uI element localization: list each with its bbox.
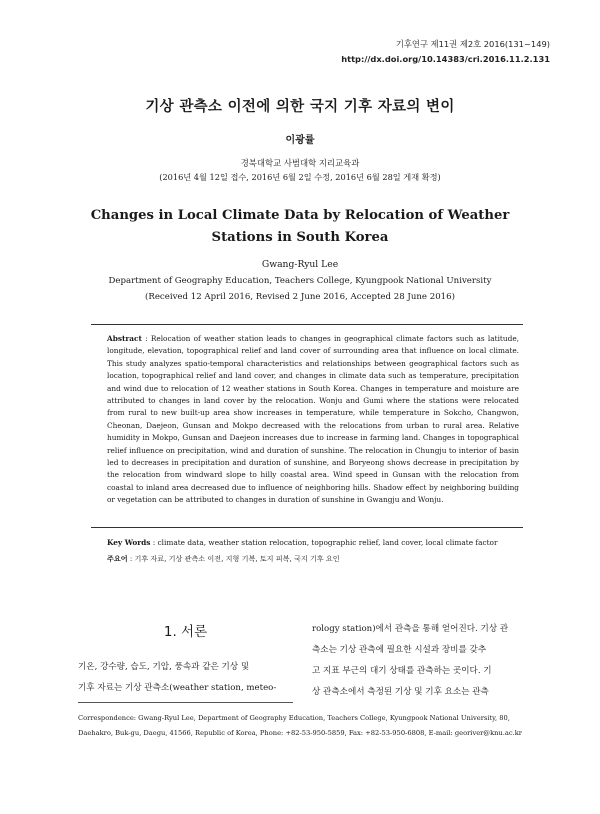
footnote-line: Daehakro, Buk-gu, Daegu, 41566, Republic of Korea, Phone: +82-53-950-5859, Fax: +82-53-950-6808, E-mail: georiver@knu.ac.kr [78,729,522,737]
abstract-bottom-rule [91,527,523,528]
section-title: 1. 서론 [163,624,208,640]
english-author: Gwang-Ryul Lee [261,259,339,270]
body-line: 측소는 기상 관측에 필요한 시설과 장비를 갖추 [312,645,487,655]
english-title: Changes in Local Climate Data by Relocation of Weather Stations in South Korea [90,208,510,245]
korean-keywords: 주요어 : 기후 자료, 기상 관측소 이전, 지형 기복, 토지 피복, 국지 기후 요인 [107,554,340,563]
journal-citation: 기후연구 제11권 제2호 2016(131~149) [395,39,550,49]
korean-received-dates: (2016년 4월 12일 접수, 2016년 6월 2일 수정, 2016년 6월 28일 게재 확정) [159,172,441,182]
abstract-label: Abstract [107,334,142,343]
korean-affiliation: 경북대학교 사범대학 지리교육과 [240,158,360,168]
abstract-top-rule [91,324,523,325]
doi-link[interactable]: http://dx.doi.org/10.14383/cri.2016.11.2.131 [341,54,550,64]
korean-keywords-label: 주요어 [107,554,128,563]
footnote-rule [78,702,293,703]
english-received-dates: (Received 12 April 2016, Revised 2 June 2016, Accepted 28 June 2016) [145,292,455,302]
body-line: rology station)에서 관측을 통해 얻어진다. 기상 관 [312,624,509,634]
body-left-column [78,657,293,699]
english-affiliation: Department of Geography Education, Teachers College, Kyungpook National University [108,276,492,286]
korean-title: 기상 관측소 이전에 의한 국지 기후 자료의 변이 [145,99,455,115]
correspondence-footnote [78,711,528,741]
body-line: 기후 자료는 기상 관측소(weather station, meteo- [78,683,277,693]
korean-keywords-text: 기후 자료, 기상 관측소 이전, 지형 기복, 토지 피복, 국지 기후 요인 [134,554,340,563]
footnote-line: Correspondence: Gwang-Ryul Lee, Department of Geography Education, Teachers College, Kyungpook National University, 80, [78,714,510,722]
abstract-text: Relocation of weather station leads to changes in geographical climate factors such as latitude, longitude, elevation, topographical relief and land cover of surrounding area that influence on local climate. This study analyzes spatio-temporal characteristics and relationships between geographical factors such as location, topographical relief and land cover, and changes in climate data such as temperature, precipitation and wind due to relocation of 12 weather stations in South Korea. Changes in temperature and moisture are attributed to changes in land cover by the relocation. Wonju and Gumi where the stations were relocated from rural to new built-up area show increases in temperature, while temperature in Sokcho, Changwon, Cheonan, Daejeon, Gunsan and Mokpo decreased with the relocations from urban to rural area. Relative humidity in Mokpo, Gunsan and Daejeon increases due to increase in farming land. Changes in topographical relief influence on precipitation, wind and duration of sunshine. The relocation in Chungju to interior of basin led to decreases in precipitation and duration of sunshine, and Boryeong shows decrease in precipitation by the relocation from windward slope to hilly coastal area. Wind speed in Gunsan with the relocation from coastal to inland area decreased due to influence of neighboring hills. Shadow effect by neighboring building or vegetation can be attributed to changes in duration of sunshine in Gwangju and Wonju. [107,334,519,505]
body-line: 상 관측소에서 측정된 기상 및 기후 요소는 관측 [312,687,489,697]
body-line: 고 지표 부근의 대기 상태를 관측하는 곳이다. 기 [312,666,492,676]
body-line: 기온, 강수량, 습도, 기압, 풍속과 같은 기상 및 [78,662,250,672]
english-keywords: Key Words : climate data, weather station relocation, topographic relief, land cover, local climate factor [107,538,498,547]
abstract-block: Abstract : Relocation of weather station leads to changes in geographical climate factors such as latitude, longitude, elevation, topographical relief and land cover of surrounding area that influence on local climate. This study analyzes spatio-temporal characteristics and relationships between geographical factors such as location, topographical relief and land cover, and changes in climate data such as temperature, precipitation and wind due to relocation of 12 weather stations in South Korea. Changes in temperature and moisture are attributed to changes in land cover by the relocation. Wonju and Gumi where the stations were relocated from rural to new built-up area show increases in temperature, while temperature in Sokcho, Changwon, Cheonan, Daejeon, Gunsan and Mokpo decreased with the relocations from urban to rural area. Relative humidity in Mokpo, Gunsan and Daejeon increases due to increase in farming land. Changes in topographical relief influence on precipitation, wind and duration of sunshine. The relocation in Chungju to interior of basin led to decreases in precipitation and duration of sunshine, and Boryeong shows decrease in precipitation by the relocation from windward slope to hilly coastal area. Wind speed in Gunsan with the relocation from coastal to inland area decreased due to influence of neighboring hills. Shadow effect by neighboring building or vegetation can be attributed to changes in duration of sunshine in Gwangju and Wonju. [107,334,519,505]
english-keywords-text: climate data, weather station relocation, topographic relief, land cover, local climate factor [157,538,498,547]
body-right-column [312,619,527,703]
english-keywords-label: Key Words [107,538,151,547]
korean-author: 이광률 [285,135,315,146]
